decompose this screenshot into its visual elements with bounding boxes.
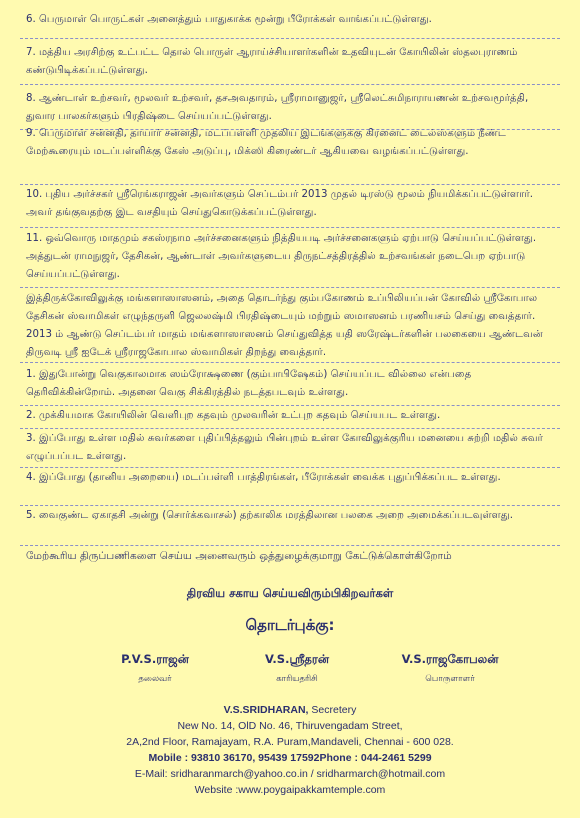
secretary-name: V.S.SRIDHARAN, xyxy=(223,704,309,716)
signatory-role: தலைவர் xyxy=(138,674,172,684)
email-line: E-Mail: sridharanmarch@yahoo.co.in / sridharmarch@hotmail.com xyxy=(134,768,446,780)
work-item-7: 7. மத்திய அரசிற்கு உட்பட்ட தொல் பொருள் ஆராய்ச்சியாளர்களின் உதவியுடன் கோயிலின் ஸ்தலபுராணம் கண்டுபிடிக்கப்பட்டுள்ளது. xyxy=(26,47,518,76)
signatory-president xyxy=(80,652,230,685)
divider xyxy=(20,505,560,506)
work-item-11: 11. ஒவ்வொரு மாதமும் சகஸ்ரநாம அர்ச்சனைகளும் நித்தியபடி அர்ச்சனைகளும் ஏற்பாடு செய்யப்பட்டுள்ளது. அத்துடன் ராமநுஜர், தேசிகன், ஆண்டாள் அவர்களுடைய திருநட்சத்திரத்தில் உற்சவங்கள் நடைபெற ஏற்பாடு செய்யப்பட்டுள்ளது. xyxy=(26,233,537,280)
divider xyxy=(20,428,560,429)
consecration-paragraph: இத்திருக்கோவிலுக்கு மங்களாஸாஸனம், அதை தொடர்ந்து கும்பகோணம் உப்பிலியப்பன் கோவில் ஸ்ரீகோபால தேசிகன் ஸ்வாமிகள் எழுந்தருளி ஜெலலஷ்மி பிரதிஷ்டையும் மற்றும் ஸமாஸனம் பரணியசம் செய்து வைத்தார். 2013 ம் ஆண்டு செப்டம்பர் மாதம் மங்களாஸாஸனம் செய்துவித்த யதி ஸரேஷ்டர்களின் பலகையை ஆண்டவன் திருவடி ஸ்ரீ ஐடேக் ஸ்ரீராஜகோபால ஸ்வாமிகள் திறந்து வைத்தார். xyxy=(26,293,543,358)
divider xyxy=(20,84,560,85)
phone-line: Mobile : 93810 36170, 95439 17592Phone : 044-2461 5299 xyxy=(148,752,432,764)
divider xyxy=(20,38,560,39)
need-item-5: 5. வைகுண்ட ஏகாதசி அன்று (சொர்க்கவாசல்) தற்காலிக மரத்திலான பலகை அறை அமைக்கப்படவுள்ளது. xyxy=(26,510,513,521)
need-item-3: 3. இப்போது உள்ள மதில் சுவர்களை புதிப்பித்தலும் பின்புறம் உள்ள கோவிலுக்குரிய மனையை சுற்றி மதில் சுவர் எழுப்பப்பட உள்ளது. xyxy=(26,433,543,462)
signatory-name: V.S.ஸ்ரீதரன் xyxy=(265,652,329,666)
address-name-line xyxy=(0,704,580,716)
signatory-secretary xyxy=(222,652,372,685)
address-line-1: New No. 14, OlD No. 46, Thiruvengadam Street, xyxy=(177,720,403,732)
signatory-role: காரியதரிசி xyxy=(276,674,318,684)
need-item-4: 4. இப்போது (தானிய அறையை) மடப்பள்ளி பாத்திரங்கள், பீரோக்கள் வைக்க புதுப்பிக்கப்பட உள்ளது. xyxy=(26,472,501,483)
secretary-title: Secretery xyxy=(308,704,357,716)
work-item-9: 9. பெருமாள் சன்னதி, தாயார் சன்னதி, மடப்பள்ளி முதலிய இடங்களுக்கு கிரனைட் டைல்ஸ்களும் நீண்ட மேற்கூரையும் மடப்பள்ளிக்கு கேஸ் அடுப்பு, மிக்ஸி கிரைண்டர் ஆகியவை வழங்கப்பட்டுள்ளது. xyxy=(26,128,507,157)
contact-heading: தொடர்புக்கு: xyxy=(245,616,335,634)
divider xyxy=(20,227,560,228)
need-item-2: 2. முக்கியமாக கோயிலின் வெளிபுற கதவும் முலவரின் உட்புற கதவும் செய்யபட உள்ளது. xyxy=(26,410,441,421)
signatory-role: பொருளாளர் xyxy=(425,674,475,684)
divider xyxy=(20,184,560,185)
need-item-1: 1. இதுபோன்று வெகுகாலமாக ஸம்ரோக்ஷணை (கும்பாபிஷேகம்) செய்யப்பட வில்லை என்பதை தெரிவிக்கின்றோம். அதனை வெகு சிக்கிரத்தில் நடத்தபடவும் உள்ளது. xyxy=(26,369,472,398)
divider xyxy=(20,545,560,546)
divider xyxy=(20,362,560,363)
divider xyxy=(20,287,560,288)
work-item-6: 6. பெருமாள் பொருட்கள் அனைத்தும் பாதுகாக்க மூன்று பீரோக்கள் வாங்கப்பட்டுள்ளது. xyxy=(26,14,432,25)
work-item-10: 10. புதிய அர்ச்சகர் ஸ்ரீரெங்கராஜன் அவர்களும் செப்டம்பர் 2013 முதல் டிரஸ்டு மூலம் நியமிக்கப்பட்டுள்ளார். அவர் தங்குவதற்கு இட வசதியும் செய்துகொடுக்கப்பட்டுள்ளது. xyxy=(26,189,534,218)
signatory-name: V.S.ராஜகோபலன் xyxy=(401,652,499,666)
signatory-treasurer xyxy=(370,652,530,685)
work-item-8: 8. ஆண்டாள் உற்சவர், மூலவர் உற்சவர், தசஅவதாரம், ஸ்ரீராமானுஜர், ஸ்ரீலெட்சுமிநாராயணன் உற்சவமூர்த்தி, துவார பாலகர்களும் பிரதிஷ்டை செய்யப்பட்டுள்ளது. xyxy=(26,93,529,122)
website-line: Website :www.poygaipakkamtemple.com xyxy=(194,784,386,796)
divider xyxy=(20,405,560,406)
appeal-text: மேற்கூரிய திருப்பணிகளை செய்ய அனைவரும் ஒத்துழைக்குமாறு கேட்டுக்கொள்கிறோம் xyxy=(26,550,452,562)
signatory-name: P.V.S.ராஜன் xyxy=(121,652,189,666)
address-line-2: 2A,2nd Floor, Ramajayam, R.A. Puram,Mandaveli, Chennai - 600 028. xyxy=(126,736,454,748)
donors-heading: திரவிய சகாய செய்யவிரும்பிகிறவர்கள் xyxy=(186,586,394,600)
divider xyxy=(20,467,560,468)
